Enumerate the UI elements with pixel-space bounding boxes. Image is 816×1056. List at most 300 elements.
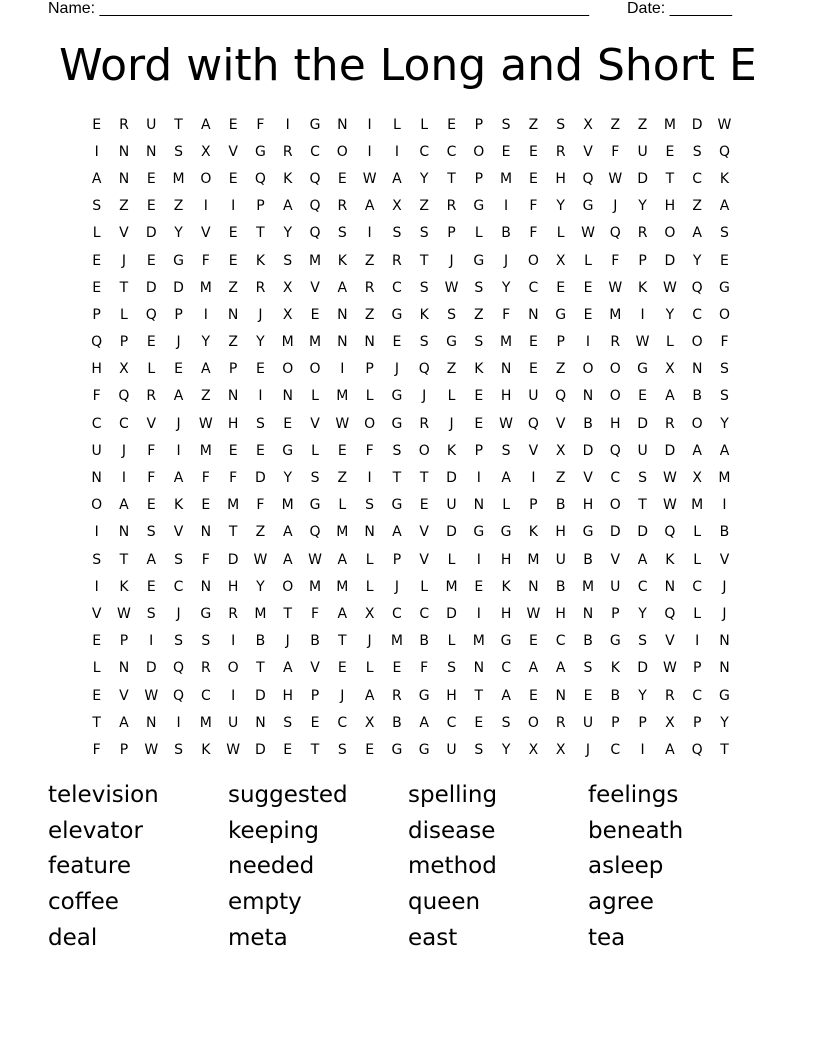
grid-letter[interactable]: N [200, 524, 212, 541]
grid-letter[interactable]: E [310, 306, 320, 323]
grid-letter[interactable]: A [173, 388, 184, 405]
grid-letter[interactable]: U [528, 388, 539, 405]
grid-letter[interactable]: D [691, 116, 703, 133]
grid-letter[interactable]: H [446, 687, 457, 704]
grid-letter[interactable]: J [449, 415, 454, 432]
grid-letter[interactable]: N [582, 388, 594, 405]
grid-letter[interactable]: W [662, 279, 677, 296]
grid-letter[interactable]: K [283, 170, 293, 187]
grid-letter[interactable]: P [474, 116, 484, 133]
grid-letter[interactable]: C [91, 415, 102, 432]
grid-letter[interactable]: C [392, 279, 402, 296]
grid-letter[interactable]: N [146, 714, 157, 731]
grid-letter[interactable]: G [391, 741, 403, 758]
grid-letter[interactable]: O [364, 415, 376, 432]
grid-letter[interactable]: N [227, 388, 239, 405]
grid-letter[interactable]: H [582, 497, 594, 514]
grid-letter[interactable]: W [444, 279, 459, 296]
grid-letter[interactable]: Z [555, 470, 566, 487]
grid-letter[interactable]: M [445, 578, 458, 595]
grid-letter[interactable]: E [337, 660, 347, 677]
grid-letter[interactable]: Q [691, 279, 703, 296]
grid-letter[interactable]: S [255, 415, 265, 432]
grid-letter[interactable]: M [336, 388, 349, 405]
grid-letter[interactable]: J [449, 252, 454, 269]
grid-letter[interactable]: S [92, 551, 102, 568]
grid-letter[interactable]: L [665, 334, 674, 351]
grid-letter[interactable]: N [528, 578, 539, 595]
grid-letter[interactable]: Q [91, 334, 103, 351]
grid-letter[interactable]: K [637, 279, 648, 296]
grid-letter[interactable]: I [340, 361, 345, 378]
grid-letter[interactable]: F [720, 334, 729, 351]
grid-letter[interactable]: G [391, 497, 403, 514]
grid-letter[interactable]: I [476, 470, 481, 487]
grid-letter[interactable]: N [200, 578, 212, 595]
grid-letter[interactable]: M [581, 578, 595, 595]
grid-letter[interactable]: I [722, 497, 727, 514]
grid-letter[interactable]: E [146, 170, 156, 187]
grid-letter[interactable]: Y [720, 415, 729, 432]
grid-letter[interactable]: C [446, 714, 457, 731]
grid-letter[interactable]: V [173, 524, 184, 541]
grid-letter[interactable]: P [392, 551, 402, 568]
grid-letter[interactable]: Q [145, 306, 157, 323]
grid-letter[interactable]: M [281, 497, 294, 514]
grid-letter[interactable]: Z [337, 470, 348, 487]
grid-letter[interactable]: I [367, 116, 372, 133]
grid-letter[interactable]: Q [582, 170, 594, 187]
grid-letter[interactable]: D [145, 225, 157, 242]
grid-letter[interactable]: E [528, 334, 538, 351]
grid-letter[interactable]: I [285, 116, 290, 133]
grid-letter[interactable]: G [582, 198, 594, 215]
grid-letter[interactable]: K [501, 578, 511, 595]
grid-letter[interactable]: N [364, 334, 375, 351]
grid-letter[interactable]: S [638, 633, 648, 650]
grid-letter[interactable]: C [692, 170, 703, 187]
grid-letter[interactable]: W [662, 497, 677, 514]
date-field[interactable]: Date: _______ [627, 0, 732, 17]
grid-letter[interactable]: P [611, 605, 620, 622]
grid-letter[interactable]: F [229, 470, 238, 487]
grid-letter[interactable]: D [255, 687, 266, 704]
grid-letter[interactable]: R [555, 143, 566, 160]
grid-letter[interactable]: Z [228, 279, 238, 296]
grid-letter[interactable]: Q [691, 741, 703, 758]
grid-letter[interactable]: N [719, 660, 730, 677]
grid-letter[interactable]: Y [638, 687, 647, 704]
grid-letter[interactable]: Q [609, 442, 621, 459]
grid-letter[interactable]: X [282, 306, 293, 323]
grid-letter[interactable]: D [664, 252, 676, 269]
grid-letter[interactable]: X [282, 279, 293, 296]
grid-letter[interactable]: Q [173, 687, 185, 704]
grid-letter[interactable]: X [364, 605, 375, 622]
grid-letter[interactable]: T [392, 470, 402, 487]
grid-letter[interactable]: T [447, 170, 456, 187]
grid-letter[interactable]: L [447, 633, 456, 650]
grid-letter[interactable]: U [91, 442, 102, 459]
grid-letter[interactable]: O [200, 170, 212, 187]
grid-letter[interactable]: C [692, 687, 703, 704]
grid-letter[interactable]: C [501, 660, 511, 677]
grid-letter[interactable]: D [582, 442, 594, 459]
grid-letter[interactable]: B [583, 633, 593, 650]
grid-letter[interactable]: I [367, 470, 372, 487]
grid-letter[interactable]: M [500, 170, 513, 187]
grid-letter[interactable]: C [610, 470, 621, 487]
grid-letter[interactable]: W [144, 741, 159, 758]
grid-letter[interactable]: N [528, 306, 539, 323]
grid-letter[interactable]: W [717, 116, 732, 133]
grid-letter[interactable]: C [337, 714, 348, 731]
grid-letter[interactable]: Q [118, 388, 130, 405]
grid-letter[interactable]: L [365, 551, 374, 568]
grid-letter[interactable]: A [501, 687, 511, 704]
grid-letter[interactable]: A [337, 551, 348, 568]
grid-letter[interactable]: F [256, 116, 265, 133]
grid-letter[interactable]: J [722, 605, 727, 622]
grid-letter[interactable]: E [474, 388, 484, 405]
grid-letter[interactable]: W [635, 334, 650, 351]
grid-letter[interactable]: G [582, 524, 594, 541]
grid-letter[interactable]: N [473, 660, 485, 677]
grid-letter[interactable]: P [174, 306, 183, 323]
grid-letter[interactable]: E [528, 170, 538, 187]
grid-letter[interactable]: I [476, 605, 481, 622]
grid-letter[interactable]: J [722, 578, 727, 595]
grid-letter[interactable]: H [664, 198, 676, 215]
grid-letter[interactable]: I [231, 633, 236, 650]
grid-letter[interactable]: R [610, 334, 621, 351]
grid-letter[interactable]: H [555, 605, 566, 622]
grid-letter[interactable]: P [447, 225, 456, 242]
grid-letter[interactable]: Y [692, 252, 702, 269]
grid-letter[interactable]: Z [555, 361, 566, 378]
grid-letter[interactable]: I [203, 198, 208, 215]
grid-letter[interactable]: A [665, 388, 675, 405]
grid-letter[interactable]: R [665, 687, 675, 704]
grid-letter[interactable]: Q [555, 388, 567, 405]
grid-letter[interactable]: P [119, 633, 129, 650]
grid-letter[interactable]: O [582, 361, 594, 378]
grid-letter[interactable]: G [173, 252, 184, 269]
grid-letter[interactable]: X [665, 361, 675, 378]
grid-letter[interactable]: N [118, 170, 130, 187]
grid-letter[interactable]: H [227, 578, 239, 595]
grid-letter[interactable]: X [119, 361, 129, 378]
grid-letter[interactable]: L [556, 225, 565, 242]
grid-letter[interactable]: Q [309, 170, 321, 187]
grid-letter[interactable]: J [258, 306, 263, 323]
grid-letter[interactable]: L [120, 306, 128, 323]
grid-letter[interactable]: I [695, 633, 700, 650]
grid-letter[interactable]: R [392, 687, 402, 704]
grid-letter[interactable]: V [228, 143, 238, 160]
grid-letter[interactable]: A [282, 524, 293, 541]
grid-letter[interactable]: H [500, 388, 512, 405]
grid-letter[interactable]: L [420, 578, 429, 595]
grid-letter[interactable]: M [609, 306, 622, 323]
grid-letter[interactable]: T [638, 497, 647, 514]
grid-letter[interactable]: D [227, 551, 239, 568]
grid-letter[interactable]: Z [419, 198, 429, 215]
grid-letter[interactable]: Y [556, 198, 565, 215]
grid-letter[interactable]: N [337, 306, 348, 323]
grid-letter[interactable]: E [392, 334, 402, 351]
grid-letter[interactable]: X [364, 714, 375, 731]
grid-letter[interactable]: F [201, 252, 210, 269]
grid-letter[interactable]: P [611, 714, 620, 731]
grid-letter[interactable]: V [555, 415, 566, 432]
grid-letter[interactable]: V [91, 605, 102, 622]
grid-letter[interactable]: L [365, 388, 374, 405]
grid-letter[interactable]: E [583, 687, 593, 704]
grid-letter[interactable]: G [609, 633, 621, 650]
grid-letter[interactable]: P [638, 714, 647, 731]
grid-letter[interactable]: V [719, 551, 730, 568]
grid-letter[interactable]: J [422, 388, 427, 405]
grid-letter[interactable]: B [555, 497, 566, 514]
grid-letter[interactable]: Q [718, 143, 730, 160]
grid-letter[interactable]: W [662, 660, 677, 677]
grid-letter[interactable]: F [420, 660, 429, 677]
grid-letter[interactable]: W [335, 415, 350, 432]
grid-letter[interactable]: C [310, 143, 320, 160]
grid-letter[interactable]: E [310, 714, 320, 731]
grid-letter[interactable]: R [419, 415, 430, 432]
grid-letter[interactable]: T [119, 279, 129, 296]
grid-letter[interactable]: E [528, 633, 538, 650]
grid-letter[interactable]: L [365, 660, 374, 677]
grid-letter[interactable]: L [338, 497, 347, 514]
grid-letter[interactable]: O [609, 361, 621, 378]
grid-letter[interactable]: S [146, 524, 156, 541]
grid-letter[interactable]: Y [419, 170, 429, 187]
grid-letter[interactable]: P [365, 361, 374, 378]
grid-letter[interactable]: S [392, 442, 402, 459]
grid-letter[interactable]: N [255, 714, 266, 731]
grid-letter[interactable]: O [691, 334, 703, 351]
grid-letter[interactable]: H [610, 415, 621, 432]
grid-letter[interactable]: I [94, 578, 99, 595]
grid-letter[interactable]: E [228, 116, 238, 133]
grid-letter[interactable]: B [392, 714, 402, 731]
grid-letter[interactable]: E [228, 442, 238, 459]
grid-letter[interactable]: Q [309, 198, 321, 215]
grid-letter[interactable]: E [337, 442, 347, 459]
grid-letter[interactable]: Z [255, 524, 266, 541]
grid-letter[interactable]: T [665, 170, 675, 187]
grid-letter[interactable]: K [173, 497, 184, 514]
grid-letter[interactable]: A [555, 660, 566, 677]
grid-letter[interactable]: Q [309, 225, 321, 242]
grid-letter[interactable]: K [719, 170, 730, 187]
grid-letter[interactable]: R [364, 279, 375, 296]
grid-letter[interactable]: G [555, 306, 567, 323]
grid-letter[interactable]: R [282, 143, 293, 160]
grid-letter[interactable]: R [200, 660, 211, 677]
grid-letter[interactable]: M [691, 497, 704, 514]
grid-letter[interactable]: D [446, 524, 457, 541]
grid-letter[interactable]: S [638, 470, 648, 487]
grid-letter[interactable]: O [718, 306, 730, 323]
grid-letter[interactable]: V [419, 524, 429, 541]
grid-letter[interactable]: H [500, 605, 512, 622]
grid-letter[interactable]: S [720, 225, 729, 242]
grid-letter[interactable]: F [310, 605, 320, 622]
grid-letter[interactable]: L [92, 660, 101, 677]
grid-letter[interactable]: Z [173, 198, 184, 215]
grid-letter[interactable]: P [692, 714, 702, 731]
grid-letter[interactable]: M [663, 116, 676, 133]
grid-letter[interactable]: E [283, 415, 293, 432]
grid-letter[interactable]: P [556, 334, 565, 351]
grid-letter[interactable]: I [531, 470, 536, 487]
grid-letter[interactable]: H [227, 415, 239, 432]
grid-letter[interactable]: O [282, 361, 294, 378]
grid-letter[interactable]: G [500, 524, 512, 541]
grid-letter[interactable]: D [637, 524, 648, 541]
grid-letter[interactable]: U [582, 714, 594, 731]
grid-letter[interactable]: W [226, 741, 241, 758]
grid-letter[interactable]: F [147, 470, 156, 487]
grid-letter[interactable]: Y [174, 225, 183, 242]
grid-letter[interactable]: N [118, 660, 130, 677]
grid-letter[interactable]: E [228, 170, 238, 187]
grid-letter[interactable]: T [174, 116, 183, 133]
grid-letter[interactable]: M [308, 252, 322, 269]
grid-letter[interactable]: P [256, 198, 265, 215]
grid-letter[interactable]: F [611, 252, 620, 269]
grid-letter[interactable]: E [365, 741, 375, 758]
grid-letter[interactable]: C [419, 605, 430, 622]
grid-letter[interactable]: S [474, 334, 484, 351]
grid-letter[interactable]: G [637, 361, 649, 378]
grid-letter[interactable]: J [340, 687, 345, 704]
grid-letter[interactable]: R [255, 279, 266, 296]
grid-letter[interactable]: O [609, 497, 621, 514]
grid-letter[interactable]: S [419, 279, 429, 296]
grid-letter[interactable]: N [473, 497, 485, 514]
grid-letter[interactable]: S [201, 633, 211, 650]
grid-letter[interactable]: T [419, 252, 429, 269]
grid-letter[interactable]: Z [201, 388, 211, 405]
grid-letter[interactable]: Y [720, 714, 729, 731]
grid-letter[interactable]: P [474, 442, 484, 459]
grid-letter[interactable]: A [282, 198, 293, 215]
grid-letter[interactable]: T [92, 714, 101, 731]
grid-letter[interactable]: R [119, 116, 129, 133]
grid-letter[interactable]: E [501, 143, 511, 160]
grid-letter[interactable]: Z [692, 198, 702, 215]
grid-letter[interactable]: D [145, 279, 157, 296]
grid-letter[interactable]: E [283, 741, 293, 758]
grid-letter[interactable]: J [394, 361, 399, 378]
grid-letter[interactable]: K [201, 741, 211, 758]
grid-letter[interactable]: P [529, 497, 538, 514]
grid-letter[interactable]: X [528, 741, 539, 758]
grid-letter[interactable]: F [256, 497, 265, 514]
grid-letter[interactable]: C [692, 578, 703, 595]
grid-letter[interactable]: L [311, 442, 319, 459]
grid-letter[interactable]: E [337, 170, 347, 187]
grid-letter[interactable]: E [201, 497, 211, 514]
grid-letter[interactable]: J [367, 633, 372, 650]
grid-letter[interactable]: E [92, 633, 102, 650]
grid-letter[interactable]: O [336, 143, 348, 160]
grid-letter[interactable]: S [337, 225, 347, 242]
grid-letter[interactable]: G [446, 334, 457, 351]
grid-letter[interactable]: R [337, 198, 348, 215]
grid-letter[interactable]: S [583, 660, 593, 677]
grid-letter[interactable]: U [228, 714, 239, 731]
grid-letter[interactable]: A [392, 524, 402, 541]
grid-letter[interactable]: D [173, 279, 184, 296]
grid-letter[interactable]: P [310, 687, 320, 704]
grid-letter[interactable]: B [583, 415, 593, 432]
grid-letter[interactable]: I [640, 741, 645, 758]
grid-letter[interactable]: S [174, 143, 183, 160]
grid-letter[interactable]: V [528, 442, 539, 459]
grid-letter[interactable]: S [474, 741, 484, 758]
grid-letter[interactable]: A [692, 442, 702, 459]
grid-letter[interactable]: E [474, 578, 484, 595]
grid-letter[interactable]: L [365, 578, 374, 595]
grid-letter[interactable]: E [146, 198, 156, 215]
grid-letter[interactable]: A [91, 170, 102, 187]
grid-letter[interactable]: G [391, 415, 403, 432]
grid-letter[interactable]: F [92, 388, 101, 405]
grid-letter[interactable]: G [719, 687, 730, 704]
grid-letter[interactable]: L [447, 551, 456, 568]
grid-letter[interactable]: M [472, 633, 485, 650]
grid-letter[interactable]: Y [638, 605, 647, 622]
grid-letter[interactable]: G [282, 442, 294, 459]
grid-letter[interactable]: G [719, 279, 730, 296]
grid-letter[interactable]: P [228, 361, 238, 378]
grid-letter[interactable]: R [637, 225, 648, 242]
grid-letter[interactable]: U [446, 497, 457, 514]
grid-letter[interactable]: D [446, 470, 457, 487]
grid-letter[interactable]: O [527, 714, 539, 731]
grid-letter[interactable]: O [527, 252, 539, 269]
grid-letter[interactable]: W [499, 415, 514, 432]
grid-letter[interactable]: A [719, 198, 730, 215]
grid-letter[interactable]: Q [254, 170, 266, 187]
grid-letter[interactable]: C [610, 741, 621, 758]
grid-letter[interactable]: O [664, 225, 676, 242]
grid-letter[interactable]: U [146, 116, 157, 133]
grid-letter[interactable]: T [283, 605, 292, 622]
grid-letter[interactable]: Q [173, 660, 185, 677]
grid-letter[interactable]: C [200, 687, 211, 704]
grid-letter[interactable]: A [665, 741, 675, 758]
grid-letter[interactable]: N [364, 524, 375, 541]
grid-letter[interactable]: F [502, 306, 511, 323]
grid-letter[interactable]: J [394, 578, 399, 595]
grid-letter[interactable]: C [528, 279, 539, 296]
grid-letter[interactable]: S [556, 116, 566, 133]
grid-letter[interactable]: M [227, 497, 240, 514]
grid-letter[interactable]: S [283, 252, 293, 269]
grid-letter[interactable]: Z [474, 306, 484, 323]
grid-letter[interactable]: L [447, 388, 456, 405]
grid-letter[interactable]: P [92, 306, 101, 323]
grid-letter[interactable]: I [231, 687, 236, 704]
grid-letter[interactable]: D [145, 660, 157, 677]
